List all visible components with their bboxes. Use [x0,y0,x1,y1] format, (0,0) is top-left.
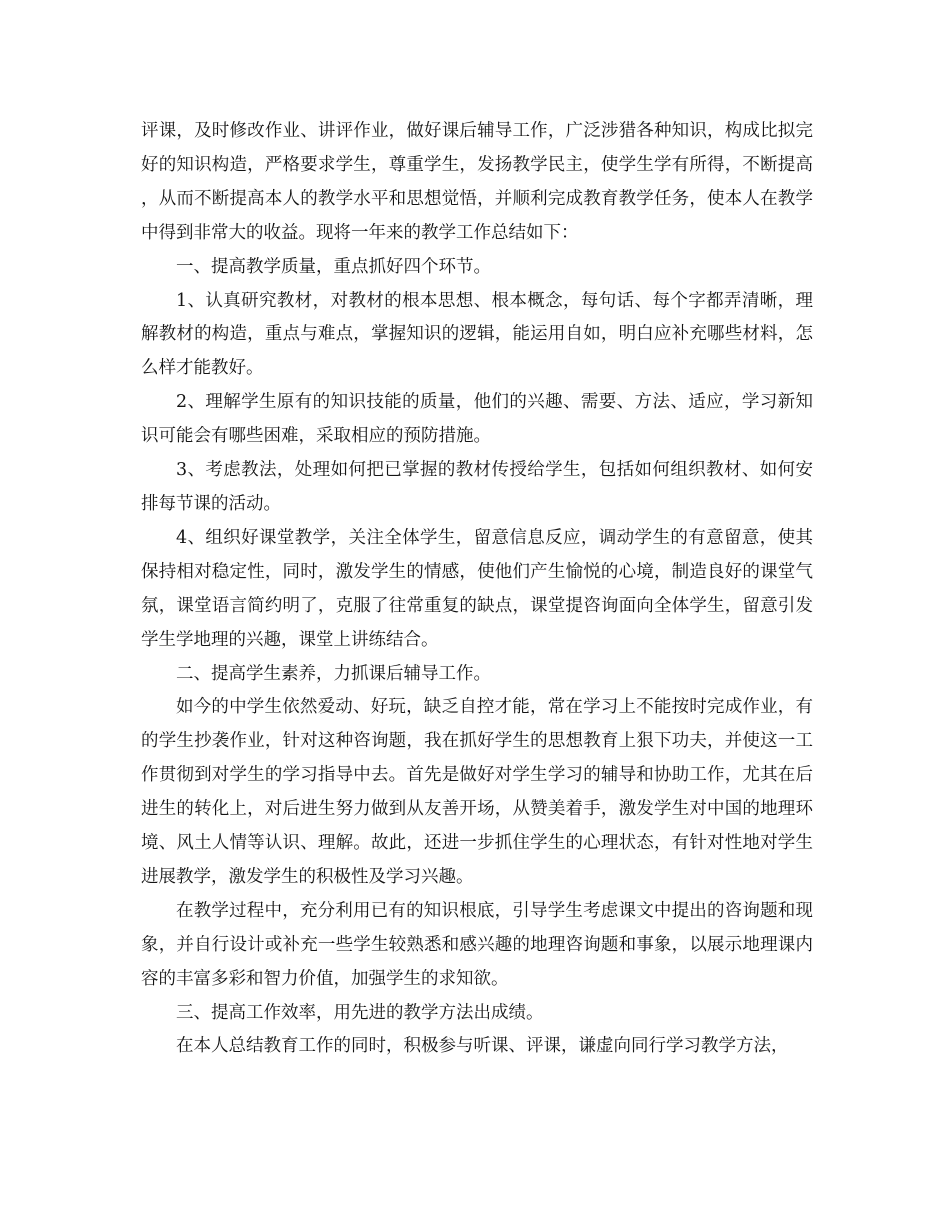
paragraph-point-3: 3、考虑教法，处理如何把已掌握的教材传授给学生，包括如何组织教材、如何安排每节课的活动。 [141,460,813,514]
document-body [141,115,813,1064]
section-heading-1: 一、提高教学质量，重点抓好四个环节。 [176,256,491,277]
paragraph-intro: 评课，及时修改作业、讲评作业，做好课后辅导工作，广泛涉猎各种知识，构成比拟完好的知识构造，严格要求学生，尊重学生，发扬教学民主，使学生学有所得，不断提高，从而不断提高本人的教学水平和思想觉悟，并顺利完成教育教学任务，使本人在教学中得到非常大的收益。现将一年来的教学工作总结如下： [141,121,813,243]
section-heading-2: 二、提高学生素养，力抓课后辅导工作。 [176,663,491,684]
paragraph-point-2: 2、理解学生原有的知识技能的质量，他们的兴趣、需要、方法、适应，学习新知识可能会有哪些困难，采取相应的预防措施。 [141,392,813,447]
paragraph-teaching-process: 在教学过程中，充分利用已有的知识根底，引导学生考虑课文中提出的咨询题和现象，并自行设计或补充一些学生较熟悉和感兴趣的地理咨询题和事象，以展示地理课内容的丰富多彩和智力价值，加强学生的求知欲。 [141,900,813,989]
paragraph-tutoring: 如今的中学生依然爱动、好玩，缺乏自控才能，常在学习上不能按时完成作业，有的学生抄袭作业，针对这种咨询题，我在抓好学生的思想教育上狠下功夫，并使这一工作贯彻到对学生的学习指导中去。首先是做好对学生学习的辅导和协助工作，尤其在后进生的转化上，对后进生努力做到从友善开场，从赞美着手，激发学生对中国的地理环境、风土人情等认识、理解。故此，还进一步抓住学生的心理状态，有针对性地对学生进展教学，激发学生的积极性及学习兴趣。 [141,697,813,887]
paragraph-point-1: 1、认真研究教材，对教材的根本思想、根本概念，每句话、每个字都弄清晰，理解教材的构造，重点与难点，掌握知识的逻辑，能运用自如，明白应补充哪些材料，怎么样才能教好。 [141,290,813,379]
paragraph-point-4: 4、组织好课堂教学，关注全体学生，留意信息反应，调动学生的有意留意，使其保持相对稳定性，同时，激发学生的情感，使他们产生愉悦的心境，制造良好的课堂气氛，课堂语言简约明了，克服了往常重复的缺点，课堂提咨询面向全体学生，留意引发学生学地理的兴趣，课堂上讲练结合。 [141,527,813,650]
section-heading-3: 三、提高工作效率，用先进的教学方法出成绩。 [176,1002,544,1023]
paragraph-efficiency: 在本人总结教育工作的同时，积极参与听课、评课，谦虚向同行学习教学方法， [176,1036,789,1057]
